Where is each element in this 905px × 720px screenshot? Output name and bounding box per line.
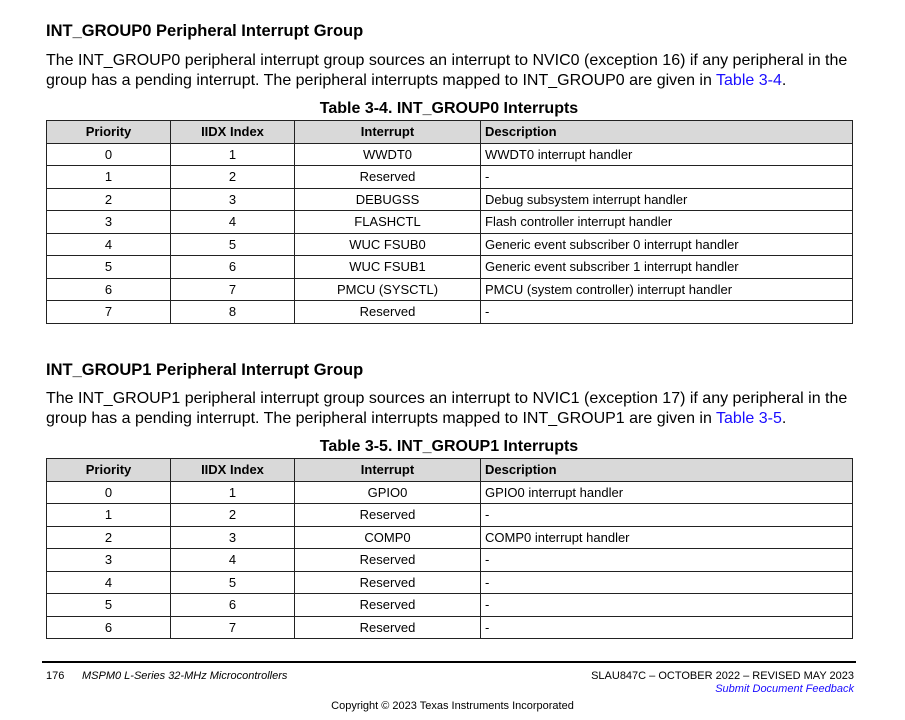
table-row xyxy=(47,594,853,617)
table-row xyxy=(47,301,853,324)
column-iidx-index-cell: 7 xyxy=(171,278,295,301)
table-row xyxy=(47,278,853,301)
column-priority-cell: 1 xyxy=(47,504,171,527)
section-paragraph xyxy=(46,389,852,429)
column-iidx-index-cell: 1 xyxy=(171,481,295,504)
column-priority-cell: 0 xyxy=(47,143,171,166)
column-interrupt-cell: WUC FSUB0 xyxy=(295,233,481,256)
column-interrupt-cell: WWDT0 xyxy=(295,143,481,166)
column-priority-header: Priority xyxy=(47,459,171,482)
table-header-row xyxy=(47,121,853,144)
column-iidx-index-cell: 4 xyxy=(171,211,295,234)
column-iidx-index-cell: 3 xyxy=(171,188,295,211)
column-priority-cell: 2 xyxy=(47,526,171,549)
section-heading: INT_GROUP0 Peripheral Interrupt Group xyxy=(46,22,364,40)
column-description-cell: - xyxy=(481,616,853,639)
submit-feedback-link[interactable]: Submit Document Feedback xyxy=(715,683,854,695)
column-description-cell: - xyxy=(481,166,853,189)
table-caption: Table 3-5. INT_GROUP1 Interrupts xyxy=(319,438,579,455)
column-interrupt-cell: Reserved xyxy=(295,594,481,617)
column-priority-cell: 4 xyxy=(47,571,171,594)
column-interrupt-cell: Reserved xyxy=(295,301,481,324)
footer-copyright: Copyright © 2023 Texas Instruments Incorporated xyxy=(331,700,574,712)
paragraph-end: . xyxy=(781,410,787,427)
column-interrupt-cell: Reserved xyxy=(295,504,481,527)
column-description-cell: Flash controller interrupt handler xyxy=(481,211,853,234)
column-interrupt-cell: COMP0 xyxy=(295,526,481,549)
column-iidx-index-cell: 4 xyxy=(171,549,295,572)
column-description-cell: Generic event subscriber 1 interrupt handler xyxy=(481,256,853,279)
section-heading: INT_GROUP1 Peripheral Interrupt Group xyxy=(46,361,364,379)
column-interrupt-header: Interrupt xyxy=(295,121,481,144)
column-iidx-index-header: IIDX Index xyxy=(171,459,295,482)
column-description-cell: COMP0 interrupt handler xyxy=(481,526,853,549)
table-row xyxy=(47,616,853,639)
table-row xyxy=(47,481,853,504)
column-priority-header: Priority xyxy=(47,121,171,144)
column-priority-cell: 5 xyxy=(47,594,171,617)
column-iidx-index-cell: 6 xyxy=(171,594,295,617)
column-priority-cell: 2 xyxy=(47,188,171,211)
table-row xyxy=(47,188,853,211)
column-interrupt-cell: DEBUGSS xyxy=(295,188,481,211)
column-interrupt-cell: Reserved xyxy=(295,571,481,594)
section-int-group0 xyxy=(46,20,852,320)
paragraph-end: . xyxy=(781,72,787,89)
column-interrupt-cell: Reserved xyxy=(295,616,481,639)
paragraph-text: The INT_GROUP1 peripheral interrupt group sources an interrupt to NVIC1 (exception 17) if any peripheral in the group has a pending interrupt. The peripheral interrupts mapped to INT_GROUP1 are given in xyxy=(46,390,848,427)
column-description-cell: - xyxy=(481,549,853,572)
table-row xyxy=(47,549,853,572)
column-interrupt-cell: WUC FSUB1 xyxy=(295,256,481,279)
column-interrupt-cell: FLASHCTL xyxy=(295,211,481,234)
column-interrupt-cell: GPIO0 xyxy=(295,481,481,504)
table-row xyxy=(47,233,853,256)
column-description-cell: Debug subsystem interrupt handler xyxy=(481,188,853,211)
table-header-row xyxy=(47,459,853,482)
column-iidx-index-cell: 7 xyxy=(171,616,295,639)
table-reference-link[interactable]: Table 3-4 xyxy=(716,72,782,89)
footer-divider xyxy=(42,661,856,663)
table-caption: Table 3-4. INT_GROUP0 Interrupts xyxy=(319,100,579,117)
interrupt-table xyxy=(46,120,853,324)
table-row xyxy=(47,526,853,549)
section-paragraph xyxy=(46,51,852,91)
column-description-header: Description xyxy=(481,459,853,482)
column-iidx-index-cell: 8 xyxy=(171,301,295,324)
column-iidx-index-cell: 6 xyxy=(171,256,295,279)
section-int-group1 xyxy=(46,359,852,635)
column-priority-cell: 4 xyxy=(47,233,171,256)
column-priority-cell: 3 xyxy=(47,549,171,572)
column-interrupt-header: Interrupt xyxy=(295,459,481,482)
footer-doc-title: MSPM0 L-Series 32-MHz Microcontrollers xyxy=(82,670,288,682)
column-interrupt-cell: PMCU (SYSCTL) xyxy=(295,278,481,301)
column-description-cell: - xyxy=(481,594,853,617)
table-row xyxy=(47,211,853,234)
footer-page-number: 176 xyxy=(46,670,65,682)
paragraph-text: The INT_GROUP0 peripheral interrupt group sources an interrupt to NVIC0 (exception 16) if any peripheral in the group has a pending interrupt. The peripheral interrupts mapped to INT_GROUP0 are given in xyxy=(46,52,848,89)
column-interrupt-cell: Reserved xyxy=(295,549,481,572)
column-iidx-index-header: IIDX Index xyxy=(171,121,295,144)
column-iidx-index-cell: 1 xyxy=(171,143,295,166)
column-priority-cell: 7 xyxy=(47,301,171,324)
table-reference-link[interactable]: Table 3-5 xyxy=(716,410,782,427)
column-priority-cell: 3 xyxy=(47,211,171,234)
column-description-cell: Generic event subscriber 0 interrupt handler xyxy=(481,233,853,256)
table-row xyxy=(47,571,853,594)
interrupt-table xyxy=(46,458,853,639)
table-row xyxy=(47,143,853,166)
column-description-cell: - xyxy=(481,301,853,324)
column-priority-cell: 5 xyxy=(47,256,171,279)
column-priority-cell: 1 xyxy=(47,166,171,189)
column-description-cell: GPIO0 interrupt handler xyxy=(481,481,853,504)
column-interrupt-cell: Reserved xyxy=(295,166,481,189)
footer-doc-id: SLAU847C – OCTOBER 2022 – REVISED MAY 2023 xyxy=(591,670,854,682)
table-row xyxy=(47,166,853,189)
column-iidx-index-cell: 2 xyxy=(171,166,295,189)
table-row xyxy=(47,256,853,279)
column-iidx-index-cell: 5 xyxy=(171,571,295,594)
column-description-cell: - xyxy=(481,504,853,527)
table-row xyxy=(47,504,853,527)
column-priority-cell: 6 xyxy=(47,616,171,639)
column-priority-cell: 6 xyxy=(47,278,171,301)
column-description-header: Description xyxy=(481,121,853,144)
column-iidx-index-cell: 2 xyxy=(171,504,295,527)
column-description-cell: PMCU (system controller) interrupt handler xyxy=(481,278,853,301)
column-description-cell: - xyxy=(481,571,853,594)
column-priority-cell: 0 xyxy=(47,481,171,504)
column-iidx-index-cell: 3 xyxy=(171,526,295,549)
column-iidx-index-cell: 5 xyxy=(171,233,295,256)
column-description-cell: WWDT0 interrupt handler xyxy=(481,143,853,166)
